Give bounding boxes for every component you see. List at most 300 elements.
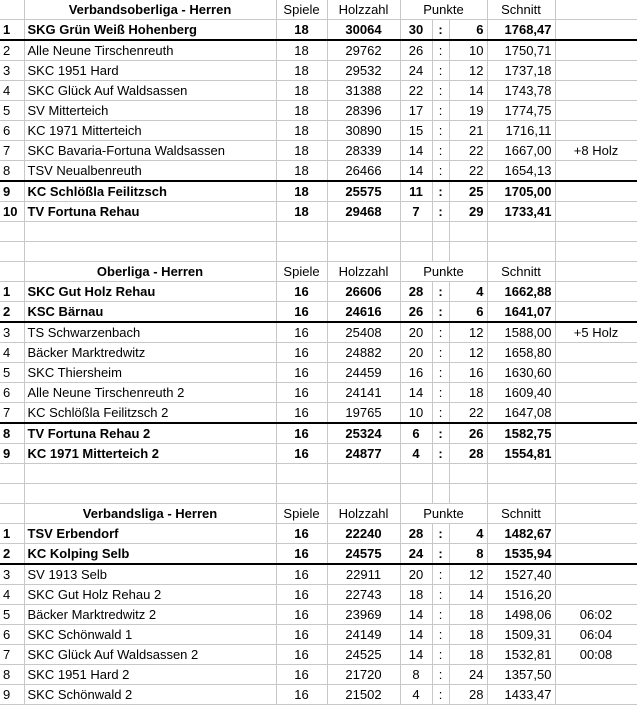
points-plus-cell[interactable]: 30 xyxy=(400,20,432,41)
points-separator[interactable]: : xyxy=(432,202,449,222)
games-cell[interactable]: 18 xyxy=(276,121,327,141)
header-points[interactable]: Punkte xyxy=(400,504,487,524)
points-minus-cell[interactable]: 24 xyxy=(449,665,487,685)
blank-cell[interactable] xyxy=(276,464,327,484)
pins-cell[interactable]: 24525 xyxy=(327,645,400,665)
points-minus-cell[interactable]: 22 xyxy=(449,161,487,182)
rank-cell[interactable]: 9 xyxy=(0,181,24,202)
average-cell[interactable]: 1662,88 xyxy=(487,282,555,302)
average-cell[interactable]: 1535,94 xyxy=(487,544,555,565)
points-minus-cell[interactable]: 18 xyxy=(449,625,487,645)
note-cell[interactable] xyxy=(555,40,637,61)
note-cell[interactable] xyxy=(555,81,637,101)
note-cell[interactable] xyxy=(555,101,637,121)
points-plus-cell[interactable]: 6 xyxy=(400,423,432,444)
team-cell[interactable]: KC 1971 Mitterteich xyxy=(24,121,276,141)
blank-cell[interactable] xyxy=(24,484,276,504)
note-cell[interactable] xyxy=(555,20,637,41)
rank-cell[interactable]: 7 xyxy=(0,645,24,665)
rank-cell[interactable]: 5 xyxy=(0,101,24,121)
note-cell[interactable] xyxy=(555,161,637,182)
points-separator[interactable]: : xyxy=(432,121,449,141)
blank-cell[interactable] xyxy=(24,222,276,242)
points-plus-cell[interactable]: 14 xyxy=(400,645,432,665)
games-cell[interactable]: 16 xyxy=(276,403,327,424)
pins-cell[interactable]: 26606 xyxy=(327,282,400,302)
average-cell[interactable]: 1733,41 xyxy=(487,202,555,222)
blank-cell[interactable] xyxy=(0,464,24,484)
games-cell[interactable]: 16 xyxy=(276,564,327,585)
team-cell[interactable]: SKC Schönwald 2 xyxy=(24,685,276,705)
pins-cell[interactable]: 30064 xyxy=(327,20,400,41)
points-separator[interactable]: : xyxy=(432,544,449,565)
pins-cell[interactable]: 24877 xyxy=(327,444,400,464)
header-pins[interactable]: Holzzahl xyxy=(327,0,400,20)
blank-cell[interactable] xyxy=(0,222,24,242)
games-cell[interactable]: 16 xyxy=(276,685,327,705)
header-average[interactable]: Schnitt xyxy=(487,504,555,524)
points-plus-cell[interactable]: 20 xyxy=(400,322,432,343)
team-cell[interactable]: SKC Bavaria-Fortuna Waldsassen xyxy=(24,141,276,161)
games-cell[interactable]: 16 xyxy=(276,665,327,685)
header-average[interactable]: Schnitt xyxy=(487,262,555,282)
team-cell[interactable]: SV Mitterteich xyxy=(24,101,276,121)
team-cell[interactable]: KSC Bärnau xyxy=(24,302,276,323)
points-minus-cell[interactable]: 26 xyxy=(449,423,487,444)
rank-cell[interactable]: 8 xyxy=(0,665,24,685)
points-separator[interactable]: : xyxy=(432,302,449,323)
team-cell[interactable]: TV Fortuna Rehau 2 xyxy=(24,423,276,444)
note-cell[interactable] xyxy=(555,383,637,403)
pins-cell[interactable]: 31388 xyxy=(327,81,400,101)
note-cell[interactable] xyxy=(555,181,637,202)
blank-cell[interactable] xyxy=(555,464,637,484)
points-separator[interactable]: : xyxy=(432,40,449,61)
pins-cell[interactable]: 23969 xyxy=(327,605,400,625)
points-minus-cell[interactable]: 19 xyxy=(449,101,487,121)
points-minus-cell[interactable]: 8 xyxy=(449,544,487,565)
note-cell[interactable] xyxy=(555,403,637,424)
team-cell[interactable]: SKG Grün Weiß Hohenberg xyxy=(24,20,276,41)
pins-cell[interactable]: 24459 xyxy=(327,363,400,383)
header-rank-cell[interactable] xyxy=(0,504,24,524)
team-cell[interactable]: Alle Neune Tirschenreuth xyxy=(24,40,276,61)
team-cell[interactable]: SKC Schönwald 1 xyxy=(24,625,276,645)
note-cell[interactable]: +5 Holz xyxy=(555,322,637,343)
points-separator[interactable]: : xyxy=(432,383,449,403)
games-cell[interactable]: 18 xyxy=(276,101,327,121)
rank-cell[interactable]: 1 xyxy=(0,20,24,41)
games-cell[interactable]: 16 xyxy=(276,645,327,665)
team-cell[interactable]: KC Schlößla Feilitzsch xyxy=(24,181,276,202)
points-plus-cell[interactable]: 26 xyxy=(400,40,432,61)
note-cell[interactable] xyxy=(555,524,637,544)
blank-cell[interactable] xyxy=(0,242,24,262)
points-minus-cell[interactable]: 22 xyxy=(449,141,487,161)
rank-cell[interactable]: 8 xyxy=(0,161,24,182)
points-separator[interactable]: : xyxy=(432,343,449,363)
points-minus-cell[interactable]: 18 xyxy=(449,645,487,665)
note-cell[interactable] xyxy=(555,665,637,685)
rank-cell[interactable]: 6 xyxy=(0,625,24,645)
pins-cell[interactable]: 29468 xyxy=(327,202,400,222)
average-cell[interactable]: 1750,71 xyxy=(487,40,555,61)
pins-cell[interactable]: 24149 xyxy=(327,625,400,645)
games-cell[interactable]: 16 xyxy=(276,363,327,383)
games-cell[interactable]: 18 xyxy=(276,61,327,81)
points-plus-cell[interactable]: 18 xyxy=(400,585,432,605)
header-points[interactable]: Punkte xyxy=(400,0,487,20)
games-cell[interactable]: 16 xyxy=(276,302,327,323)
average-cell[interactable]: 1667,00 xyxy=(487,141,555,161)
section-title[interactable]: Oberliga - Herren xyxy=(24,262,276,282)
team-cell[interactable]: KC 1971 Mitterteich 2 xyxy=(24,444,276,464)
average-cell[interactable]: 1516,20 xyxy=(487,585,555,605)
header-pins[interactable]: Holzzahl xyxy=(327,262,400,282)
points-plus-cell[interactable]: 15 xyxy=(400,121,432,141)
blank-cell[interactable] xyxy=(400,242,432,262)
rank-cell[interactable]: 3 xyxy=(0,322,24,343)
points-plus-cell[interactable]: 14 xyxy=(400,625,432,645)
points-separator[interactable]: : xyxy=(432,605,449,625)
points-separator[interactable]: : xyxy=(432,81,449,101)
average-cell[interactable]: 1774,75 xyxy=(487,101,555,121)
points-separator[interactable]: : xyxy=(432,322,449,343)
note-cell[interactable] xyxy=(555,685,637,705)
games-cell[interactable]: 16 xyxy=(276,423,327,444)
points-plus-cell[interactable]: 4 xyxy=(400,444,432,464)
points-plus-cell[interactable]: 20 xyxy=(400,343,432,363)
points-minus-cell[interactable]: 10 xyxy=(449,40,487,61)
note-cell[interactable]: 06:02 xyxy=(555,605,637,625)
rank-cell[interactable]: 4 xyxy=(0,81,24,101)
average-cell[interactable]: 1357,50 xyxy=(487,665,555,685)
team-cell[interactable]: KC Schlößla Feilitzsch 2 xyxy=(24,403,276,424)
pins-cell[interactable]: 22911 xyxy=(327,564,400,585)
note-cell[interactable] xyxy=(555,61,637,81)
points-minus-cell[interactable]: 12 xyxy=(449,322,487,343)
pins-cell[interactable]: 25324 xyxy=(327,423,400,444)
header-pins[interactable]: Holzzahl xyxy=(327,504,400,524)
average-cell[interactable]: 1743,78 xyxy=(487,81,555,101)
pins-cell[interactable]: 22240 xyxy=(327,524,400,544)
points-separator[interactable]: : xyxy=(432,665,449,685)
games-cell[interactable]: 16 xyxy=(276,605,327,625)
team-cell[interactable]: SKC 1951 Hard xyxy=(24,61,276,81)
points-separator[interactable]: : xyxy=(432,423,449,444)
points-minus-cell[interactable]: 14 xyxy=(449,81,487,101)
note-cell[interactable] xyxy=(555,585,637,605)
pins-cell[interactable]: 28339 xyxy=(327,141,400,161)
games-cell[interactable]: 18 xyxy=(276,181,327,202)
average-cell[interactable]: 1630,60 xyxy=(487,363,555,383)
blank-cell[interactable] xyxy=(327,242,400,262)
rank-cell[interactable]: 1 xyxy=(0,282,24,302)
pins-cell[interactable]: 28396 xyxy=(327,101,400,121)
blank-cell[interactable] xyxy=(0,484,24,504)
points-plus-cell[interactable]: 28 xyxy=(400,282,432,302)
points-plus-cell[interactable]: 11 xyxy=(400,181,432,202)
blank-cell[interactable] xyxy=(400,222,432,242)
rank-cell[interactable]: 5 xyxy=(0,605,24,625)
blank-cell[interactable] xyxy=(327,222,400,242)
points-plus-cell[interactable]: 4 xyxy=(400,685,432,705)
points-plus-cell[interactable]: 14 xyxy=(400,383,432,403)
points-minus-cell[interactable]: 4 xyxy=(449,282,487,302)
blank-cell[interactable] xyxy=(487,484,555,504)
pins-cell[interactable]: 22743 xyxy=(327,585,400,605)
points-minus-cell[interactable]: 18 xyxy=(449,383,487,403)
blank-cell[interactable] xyxy=(555,484,637,504)
points-separator[interactable]: : xyxy=(432,645,449,665)
average-cell[interactable]: 1737,18 xyxy=(487,61,555,81)
average-cell[interactable]: 1582,75 xyxy=(487,423,555,444)
blank-cell[interactable] xyxy=(449,464,487,484)
average-cell[interactable]: 1532,81 xyxy=(487,645,555,665)
team-cell[interactable]: SV 1913 Selb xyxy=(24,564,276,585)
blank-cell[interactable] xyxy=(487,464,555,484)
blank-cell[interactable] xyxy=(555,242,637,262)
points-minus-cell[interactable]: 29 xyxy=(449,202,487,222)
points-plus-cell[interactable]: 7 xyxy=(400,202,432,222)
average-cell[interactable]: 1658,80 xyxy=(487,343,555,363)
pins-cell[interactable]: 25575 xyxy=(327,181,400,202)
note-cell[interactable] xyxy=(555,363,637,383)
note-cell[interactable]: 00:08 xyxy=(555,645,637,665)
pins-cell[interactable]: 21720 xyxy=(327,665,400,685)
points-minus-cell[interactable]: 25 xyxy=(449,181,487,202)
note-cell[interactable] xyxy=(555,544,637,565)
header-rank-cell[interactable] xyxy=(0,0,24,20)
points-plus-cell[interactable]: 14 xyxy=(400,605,432,625)
points-separator[interactable]: : xyxy=(432,685,449,705)
games-cell[interactable]: 16 xyxy=(276,444,327,464)
rank-cell[interactable]: 3 xyxy=(0,564,24,585)
rank-cell[interactable]: 4 xyxy=(0,585,24,605)
points-separator[interactable]: : xyxy=(432,585,449,605)
points-plus-cell[interactable]: 20 xyxy=(400,564,432,585)
header-games[interactable]: Spiele xyxy=(276,504,327,524)
points-minus-cell[interactable]: 18 xyxy=(449,605,487,625)
points-minus-cell[interactable]: 28 xyxy=(449,685,487,705)
points-plus-cell[interactable]: 24 xyxy=(400,61,432,81)
points-separator[interactable]: : xyxy=(432,20,449,41)
team-cell[interactable]: SKC Glück Auf Waldsassen 2 xyxy=(24,645,276,665)
games-cell[interactable]: 18 xyxy=(276,202,327,222)
games-cell[interactable]: 16 xyxy=(276,544,327,565)
points-separator[interactable]: : xyxy=(432,61,449,81)
rank-cell[interactable]: 9 xyxy=(0,685,24,705)
points-separator[interactable]: : xyxy=(432,564,449,585)
average-cell[interactable]: 1509,31 xyxy=(487,625,555,645)
points-minus-cell[interactable]: 12 xyxy=(449,61,487,81)
blank-cell[interactable] xyxy=(24,242,276,262)
games-cell[interactable]: 18 xyxy=(276,141,327,161)
blank-cell[interactable] xyxy=(327,464,400,484)
note-cell[interactable] xyxy=(555,423,637,444)
team-cell[interactable]: Alle Neune Tirschenreuth 2 xyxy=(24,383,276,403)
average-cell[interactable]: 1482,67 xyxy=(487,524,555,544)
header-note-cell[interactable] xyxy=(555,262,637,282)
games-cell[interactable]: 18 xyxy=(276,20,327,41)
team-cell[interactable]: Bäcker Marktredwitz 2 xyxy=(24,605,276,625)
team-cell[interactable]: TS Schwarzenbach xyxy=(24,322,276,343)
average-cell[interactable]: 1654,13 xyxy=(487,161,555,182)
points-minus-cell[interactable]: 6 xyxy=(449,20,487,41)
points-plus-cell[interactable]: 16 xyxy=(400,363,432,383)
rank-cell[interactable]: 6 xyxy=(0,121,24,141)
note-cell[interactable]: +8 Holz xyxy=(555,141,637,161)
pins-cell[interactable]: 19765 xyxy=(327,403,400,424)
points-separator[interactable]: : xyxy=(432,524,449,544)
games-cell[interactable]: 16 xyxy=(276,343,327,363)
blank-cell[interactable] xyxy=(449,222,487,242)
rank-cell[interactable]: 2 xyxy=(0,544,24,565)
average-cell[interactable]: 1588,00 xyxy=(487,322,555,343)
points-minus-cell[interactable]: 22 xyxy=(449,403,487,424)
points-separator[interactable]: : xyxy=(432,444,449,464)
header-note-cell[interactable] xyxy=(555,0,637,20)
team-cell[interactable]: SKC Thiersheim xyxy=(24,363,276,383)
team-cell[interactable]: SKC Glück Auf Waldsassen xyxy=(24,81,276,101)
blank-cell[interactable] xyxy=(487,222,555,242)
average-cell[interactable]: 1641,07 xyxy=(487,302,555,323)
blank-cell[interactable] xyxy=(400,464,432,484)
rank-cell[interactable]: 8 xyxy=(0,423,24,444)
rank-cell[interactable]: 5 xyxy=(0,363,24,383)
header-games[interactable]: Spiele xyxy=(276,262,327,282)
points-separator[interactable]: : xyxy=(432,101,449,121)
pins-cell[interactable]: 24616 xyxy=(327,302,400,323)
blank-cell[interactable] xyxy=(400,484,432,504)
note-cell[interactable] xyxy=(555,343,637,363)
rank-cell[interactable]: 2 xyxy=(0,40,24,61)
points-separator[interactable]: : xyxy=(432,181,449,202)
rank-cell[interactable]: 9 xyxy=(0,444,24,464)
games-cell[interactable]: 16 xyxy=(276,625,327,645)
pins-cell[interactable]: 24141 xyxy=(327,383,400,403)
points-minus-cell[interactable]: 21 xyxy=(449,121,487,141)
rank-cell[interactable]: 4 xyxy=(0,343,24,363)
blank-cell[interactable] xyxy=(555,222,637,242)
blank-cell[interactable] xyxy=(487,242,555,262)
note-cell[interactable] xyxy=(555,282,637,302)
points-minus-cell[interactable]: 4 xyxy=(449,524,487,544)
section-title[interactable]: Verbandsoberliga - Herren xyxy=(24,0,276,20)
pins-cell[interactable]: 29532 xyxy=(327,61,400,81)
rank-cell[interactable]: 1 xyxy=(0,524,24,544)
average-cell[interactable]: 1716,11 xyxy=(487,121,555,141)
games-cell[interactable]: 18 xyxy=(276,40,327,61)
pins-cell[interactable]: 21502 xyxy=(327,685,400,705)
average-cell[interactable]: 1768,47 xyxy=(487,20,555,41)
average-cell[interactable]: 1609,40 xyxy=(487,383,555,403)
blank-cell[interactable] xyxy=(24,464,276,484)
header-rank-cell[interactable] xyxy=(0,262,24,282)
section-title[interactable]: Verbandsliga - Herren xyxy=(24,504,276,524)
games-cell[interactable]: 16 xyxy=(276,282,327,302)
pins-cell[interactable]: 25408 xyxy=(327,322,400,343)
points-minus-cell[interactable]: 28 xyxy=(449,444,487,464)
average-cell[interactable]: 1498,06 xyxy=(487,605,555,625)
games-cell[interactable]: 18 xyxy=(276,161,327,182)
rank-cell[interactable]: 7 xyxy=(0,141,24,161)
points-plus-cell[interactable]: 8 xyxy=(400,665,432,685)
note-cell[interactable] xyxy=(555,121,637,141)
average-cell[interactable]: 1647,08 xyxy=(487,403,555,424)
blank-cell[interactable] xyxy=(432,222,449,242)
note-cell[interactable]: 06:04 xyxy=(555,625,637,645)
games-cell[interactable]: 16 xyxy=(276,383,327,403)
blank-cell[interactable] xyxy=(432,242,449,262)
pins-cell[interactable]: 24882 xyxy=(327,343,400,363)
note-cell[interactable] xyxy=(555,444,637,464)
points-plus-cell[interactable]: 14 xyxy=(400,161,432,182)
pins-cell[interactable]: 24575 xyxy=(327,544,400,565)
average-cell[interactable]: 1705,00 xyxy=(487,181,555,202)
blank-cell[interactable] xyxy=(449,242,487,262)
points-minus-cell[interactable]: 6 xyxy=(449,302,487,323)
games-cell[interactable]: 18 xyxy=(276,81,327,101)
note-cell[interactable] xyxy=(555,302,637,323)
points-minus-cell[interactable]: 16 xyxy=(449,363,487,383)
points-plus-cell[interactable]: 10 xyxy=(400,403,432,424)
average-cell[interactable]: 1554,81 xyxy=(487,444,555,464)
team-cell[interactable]: TV Fortuna Rehau xyxy=(24,202,276,222)
points-separator[interactable]: : xyxy=(432,363,449,383)
games-cell[interactable]: 16 xyxy=(276,585,327,605)
blank-cell[interactable] xyxy=(276,242,327,262)
games-cell[interactable]: 16 xyxy=(276,322,327,343)
points-separator[interactable]: : xyxy=(432,161,449,182)
points-separator[interactable]: : xyxy=(432,282,449,302)
header-average[interactable]: Schnitt xyxy=(487,0,555,20)
note-cell[interactable] xyxy=(555,564,637,585)
points-plus-cell[interactable]: 17 xyxy=(400,101,432,121)
points-plus-cell[interactable]: 26 xyxy=(400,302,432,323)
team-cell[interactable]: TSV Erbendorf xyxy=(24,524,276,544)
team-cell[interactable]: Bäcker Marktredwitz xyxy=(24,343,276,363)
average-cell[interactable]: 1527,40 xyxy=(487,564,555,585)
rank-cell[interactable]: 2 xyxy=(0,302,24,323)
rank-cell[interactable]: 3 xyxy=(0,61,24,81)
rank-cell[interactable]: 10 xyxy=(0,202,24,222)
points-minus-cell[interactable]: 14 xyxy=(449,585,487,605)
team-cell[interactable]: TSV Neualbenreuth xyxy=(24,161,276,182)
points-plus-cell[interactable]: 22 xyxy=(400,81,432,101)
team-cell[interactable]: SKC Gut Holz Rehau 2 xyxy=(24,585,276,605)
pins-cell[interactable]: 29762 xyxy=(327,40,400,61)
header-points[interactable]: Punkte xyxy=(400,262,487,282)
blank-cell[interactable] xyxy=(276,222,327,242)
blank-cell[interactable] xyxy=(432,484,449,504)
header-games[interactable]: Spiele xyxy=(276,0,327,20)
team-cell[interactable]: KC Kolping Selb xyxy=(24,544,276,565)
rank-cell[interactable]: 6 xyxy=(0,383,24,403)
pins-cell[interactable]: 30890 xyxy=(327,121,400,141)
rank-cell[interactable]: 7 xyxy=(0,403,24,424)
points-separator[interactable]: : xyxy=(432,141,449,161)
average-cell[interactable]: 1433,47 xyxy=(487,685,555,705)
points-minus-cell[interactable]: 12 xyxy=(449,343,487,363)
points-plus-cell[interactable]: 28 xyxy=(400,524,432,544)
pins-cell[interactable]: 26466 xyxy=(327,161,400,182)
blank-cell[interactable] xyxy=(327,484,400,504)
blank-cell[interactable] xyxy=(449,484,487,504)
header-note-cell[interactable] xyxy=(555,504,637,524)
points-separator[interactable]: : xyxy=(432,625,449,645)
blank-cell[interactable] xyxy=(276,484,327,504)
